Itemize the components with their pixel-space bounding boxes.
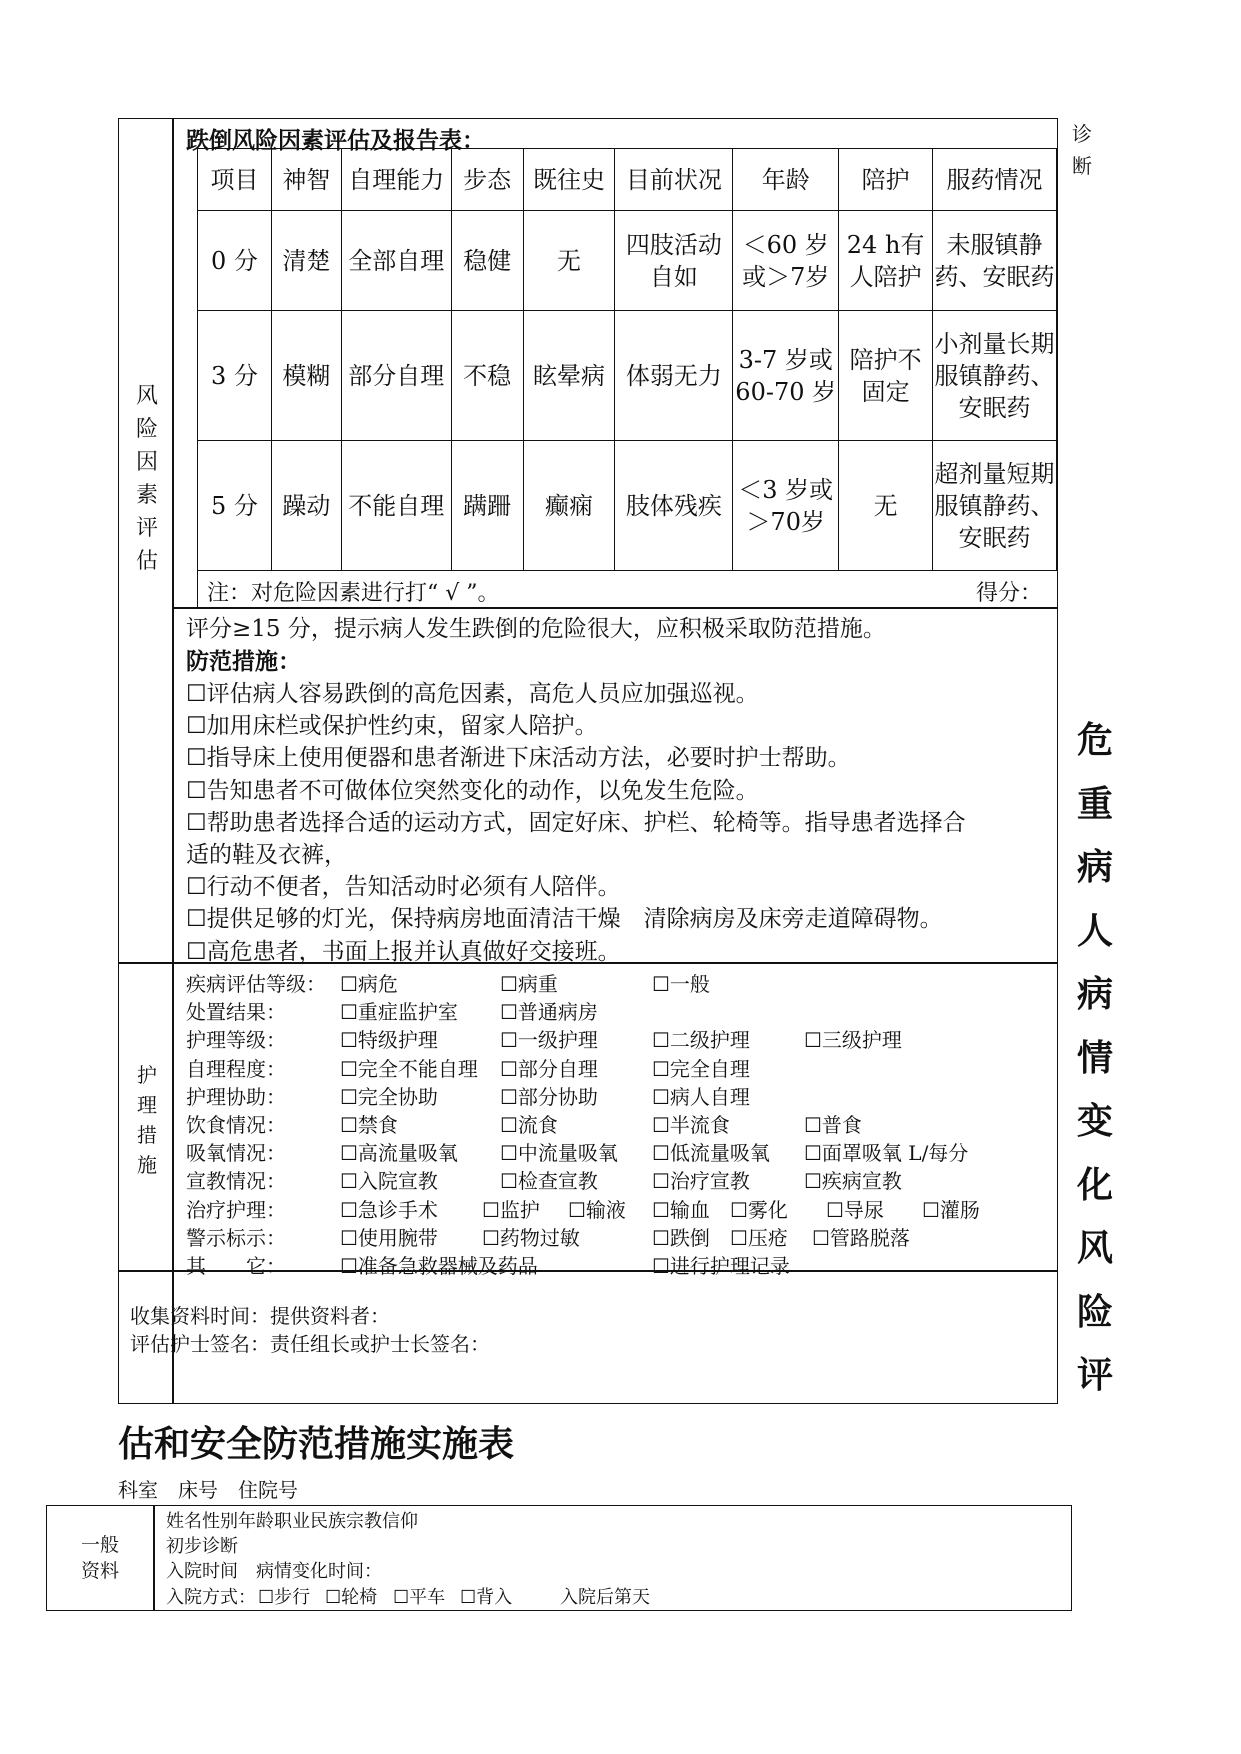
nursing-option: ☐普通病房	[500, 1000, 598, 1025]
side-title-char: 化	[1076, 1164, 1113, 1206]
admission-label: 入院方式：	[166, 1587, 256, 1608]
risk-cell: 清楚	[271, 211, 341, 311]
measure-item: ☐高危患者，书面上报并认真做好交接班。	[186, 938, 621, 965]
risk-cell: 小剂量长期服镇静药、安眠药	[933, 311, 1057, 441]
nursing-row-label: 宣教情况：	[186, 1169, 286, 1194]
score-label: 得分：	[976, 581, 1043, 606]
fall-risk-table	[197, 148, 1057, 609]
nursing-option: ☐病人自理	[652, 1084, 750, 1109]
measures-title: 防范措施：	[186, 649, 301, 675]
risk-header-cell: 神智	[271, 149, 341, 211]
risk-cell: 部分自理	[341, 311, 451, 441]
admission-option: ☐背入	[460, 1587, 513, 1608]
nursing-option: ☐急诊手术	[340, 1197, 438, 1222]
nursing-option: ☐监护	[482, 1197, 540, 1222]
nursing-label-char: 施	[137, 1153, 157, 1177]
nursing-option: ☐输血	[652, 1197, 710, 1222]
nursing-option: ☐输液	[568, 1197, 626, 1222]
admission-option: ☐步行	[258, 1587, 311, 1608]
measure-item: ☐评估病人容易跌倒的高危因素，高危人员应加强巡视。	[186, 681, 759, 707]
risk-cell: 全部自理	[341, 211, 451, 311]
admission-days: 入院后第天	[560, 1587, 650, 1608]
nursing-option: ☐部分协助	[500, 1084, 598, 1109]
measure-item: 适的鞋及衣裤，	[186, 842, 347, 868]
measure-item: ☐加用床栏或保护性约束，留家人陪护。	[186, 713, 598, 740]
nursing-row-label: 其 它：	[186, 1254, 286, 1278]
risk-cell: 3 分	[198, 311, 272, 441]
nursing-option: ☐进行护理记录	[652, 1254, 790, 1278]
risk-cell: 模糊	[271, 311, 341, 441]
risk-cell: 无	[523, 211, 615, 311]
risk-cell: 5 分	[198, 441, 272, 571]
risk-header-cell: 步态	[451, 149, 523, 211]
nursing-option: ☐完全协助	[340, 1084, 438, 1109]
nursing-measures-label	[132, 1060, 162, 1180]
side-title-char: 风	[1076, 1228, 1113, 1269]
risk-cell: 3-7 岁或 60-70 岁	[733, 311, 839, 441]
risk-cell: 陪护不固定	[839, 311, 933, 441]
nursing-row-label: 处置结果：	[186, 1000, 286, 1025]
risk-cell: 不稳	[451, 311, 523, 441]
general-line-2: 初步诊断	[166, 1536, 238, 1557]
nursing-row-label: 疾病评估等级：	[186, 972, 326, 996]
side-title-char: 险	[1076, 1291, 1113, 1333]
nursing-label-char: 护	[137, 1063, 157, 1087]
general-info-label	[60, 1532, 140, 1584]
risk-cell: ＜60 岁或＞7岁	[733, 211, 839, 311]
risk-label-char: 素	[135, 483, 158, 508]
side-title-char: 病	[1076, 974, 1113, 1015]
nursing-option: ☐一级护理	[500, 1028, 598, 1053]
nursing-row-label: 治疗护理：	[186, 1197, 286, 1222]
nursing-option: ☐管路脱落	[812, 1225, 910, 1250]
risk-note: 注：对危险因素进行打“ √ ”。	[207, 581, 500, 606]
side-title-char: 评	[1076, 1355, 1113, 1396]
nursing-option: ☐半流食	[652, 1113, 730, 1137]
risk-header-cell: 陪护	[839, 149, 933, 211]
nursing-option: ☐导尿	[826, 1197, 884, 1222]
nursing-option: ☐特级护理	[340, 1028, 438, 1053]
risk-row	[198, 441, 1057, 571]
risk-cell: 不能自理	[341, 441, 451, 571]
measure-item: ☐指导床上使用便器和患者渐进下床活动方法，必要时护士帮助。	[186, 745, 851, 772]
general-line-1: 姓名性别年龄职业民族宗教信仰	[166, 1511, 418, 1532]
measure-item: ☐帮助患者选择合适的运动方式，固定好床、护栏、轮椅等。指导患者选择合	[186, 809, 966, 836]
risk-cell: 肢体残疾	[615, 441, 733, 571]
side-title-char: 重	[1076, 783, 1113, 825]
nursing-option: ☐准备急救器械及药品	[340, 1254, 538, 1278]
measure-item: ☐提供足够的灯光，保持病房地面清洁干燥 清除病房及床旁走道障碍物。	[186, 906, 943, 933]
nursing-row-label: 饮食情况：	[186, 1113, 286, 1137]
risk-cell: 稳健	[451, 211, 523, 311]
risk-label-char: 估	[135, 549, 158, 574]
nursing-label-char: 理	[137, 1093, 157, 1117]
nursing-row-label: 自理程度：	[186, 1056, 286, 1081]
risk-row	[198, 311, 1057, 441]
nursing-option: ☐雾化	[730, 1197, 788, 1222]
risk-table-title: 跌倒风险因素评估及报告表：	[186, 128, 485, 154]
admission-option: ☐平车	[393, 1587, 446, 1608]
nursing-row-label: 警示标示：	[186, 1225, 286, 1250]
nursing-option: ☐完全自理	[652, 1056, 750, 1081]
nursing-option: ☐完全不能自理	[340, 1056, 478, 1081]
form-title-continued: 估和安全防范措施实施表	[118, 1424, 515, 1465]
risk-cell: 超剂量短期服镇静药、安眠药	[933, 441, 1057, 571]
measure-item: ☐行动不便者，告知活动时必须有人陪伴。	[186, 874, 621, 901]
side-diagnosis: 诊断	[1072, 122, 1092, 178]
nursing-option: ☐三级护理	[804, 1028, 902, 1053]
side-title-char: 危	[1076, 720, 1113, 761]
risk-header-cell: 目前状况	[615, 149, 733, 211]
risk-cell: 眩晕病	[523, 311, 615, 441]
nursing-option: ☐重症监护室	[340, 1000, 458, 1025]
nursing-option: ☐一般	[652, 972, 710, 996]
admission-option: ☐轮椅	[325, 1587, 378, 1608]
nursing-row-label: 护理协助：	[186, 1084, 286, 1109]
side-title-char: 变	[1076, 1101, 1113, 1142]
nursing-option: ☐疾病宣教	[804, 1169, 902, 1194]
risk-header-cell: 服药情况	[933, 149, 1057, 211]
nursing-option: ☐病重	[500, 972, 558, 996]
nursing-option: ☐部分自理	[500, 1056, 598, 1081]
risk-assessment-label	[132, 380, 162, 578]
risk-cell: ＜3 岁或＞70岁	[733, 441, 839, 571]
side-title-char: 病	[1076, 847, 1113, 888]
risk-header-cell: 项目	[198, 149, 272, 211]
nursing-option: ☐低流量吸氧	[652, 1141, 770, 1166]
risk-cell: 未服镇静药、安眠药	[933, 211, 1057, 311]
general-line-3: 入院时间 病情变化时间：	[166, 1561, 382, 1582]
signature-line: 评估护士签名：责任组长或护士长签名：	[130, 1332, 490, 1356]
nursing-option: ☐面罩吸氧 L/每分	[804, 1141, 969, 1166]
risk-cell: 躁动	[271, 441, 341, 571]
nursing-option: ☐药物过敏	[482, 1225, 580, 1250]
nursing-option: ☐压疮	[730, 1225, 788, 1250]
nursing-option: ☐病危	[340, 972, 398, 996]
dept-bed-line: 科室 床号 住院号	[118, 1478, 298, 1502]
side-title-char: 情	[1076, 1037, 1113, 1079]
risk-cell: 0 分	[198, 211, 272, 311]
measure-item: ☐告知患者不可做体位突然变化的动作，以免发生危险。	[186, 777, 759, 804]
side-title-char: 人	[1076, 910, 1113, 952]
score-hint: 评分≥15 分，提示病人发生跌倒的危险很大，应积极采取防范措施。	[186, 616, 886, 642]
risk-header-cell: 既往史	[523, 149, 615, 211]
collect-info-line: 收集资料时间：提供资料者：	[130, 1304, 390, 1328]
nursing-label-char: 措	[137, 1123, 157, 1147]
risk-cell: 体弱无力	[615, 311, 733, 441]
risk-label-char: 因	[135, 450, 158, 475]
nursing-option: ☐检查宣教	[500, 1169, 598, 1194]
risk-cell: 蹒跚	[451, 441, 523, 571]
risk-cell: 24 h有人陪护	[839, 211, 933, 311]
nursing-option: ☐二级护理	[652, 1028, 750, 1053]
nursing-option: ☐中流量吸氧	[500, 1141, 618, 1166]
nursing-option: ☐入院宣教	[340, 1169, 438, 1194]
nursing-row-label: 护理等级：	[186, 1028, 286, 1053]
nursing-option: ☐灌肠	[922, 1197, 980, 1222]
risk-header-cell: 自理能力	[341, 149, 451, 211]
nursing-option: ☐流食	[500, 1113, 558, 1137]
risk-cell: 无	[839, 441, 933, 571]
nursing-option: ☐高流量吸氧	[340, 1141, 458, 1166]
risk-cell: 四肢活动自如	[615, 211, 733, 311]
risk-label-char: 评	[135, 516, 158, 541]
general-label-char: 一般	[80, 1534, 119, 1556]
risk-cell: 癫痫	[523, 441, 615, 571]
nursing-row-label: 吸氧情况：	[186, 1141, 286, 1166]
risk-label-char: 风	[135, 384, 158, 409]
risk-header-cell: 年龄	[733, 149, 839, 211]
nursing-option: ☐治疗宣教	[652, 1169, 750, 1194]
risk-label-char: 险	[135, 417, 158, 442]
general-label-char: 资料	[80, 1560, 119, 1582]
nursing-option: ☐禁食	[340, 1113, 398, 1137]
nursing-option: ☐普食	[804, 1113, 862, 1137]
nursing-option: ☐使用腕带	[340, 1225, 438, 1250]
nursing-option: ☐跌倒	[652, 1225, 710, 1250]
risk-row	[198, 211, 1057, 311]
